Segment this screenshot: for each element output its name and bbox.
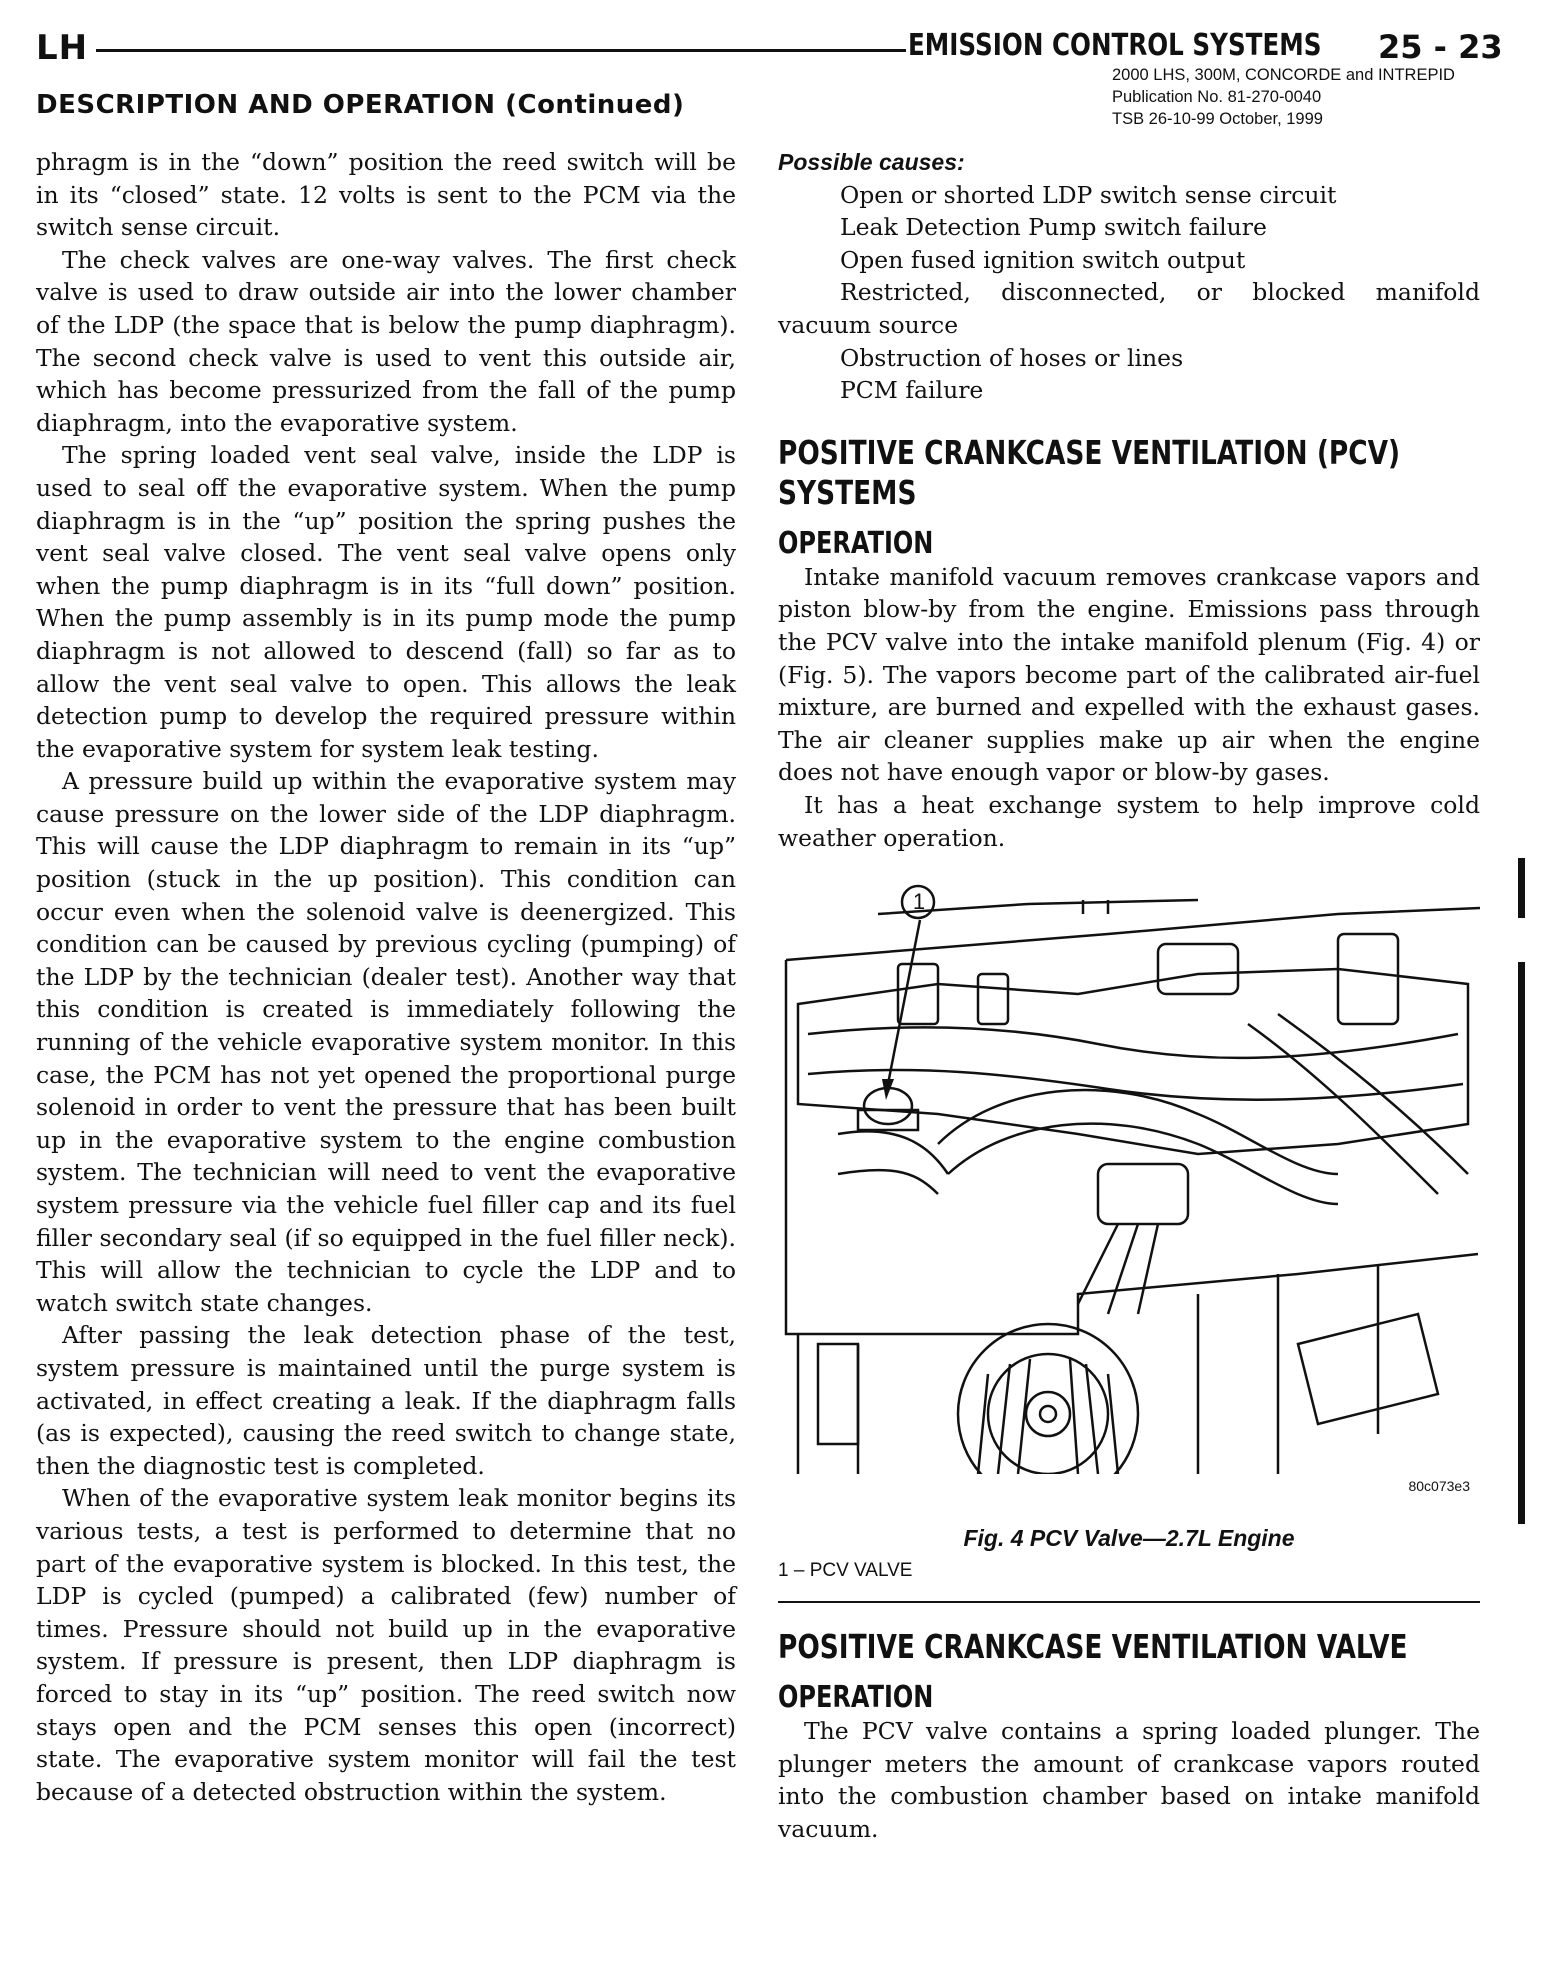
continued-heading: DESCRIPTION AND OPERATION (Continued) (36, 90, 685, 120)
cause-item: Open fused ignition switch output (840, 245, 1246, 274)
operation-heading: OPERATION (778, 525, 934, 561)
right-column (778, 146, 1480, 1846)
callout-number: 1 (912, 889, 926, 915)
engine-illustration (778, 874, 1480, 1474)
paragraph: The check valves are one-way valves. The first check valve is used to draw outside air into the lower chamber of the LDP (the space that is below the pump diaphragm). The second check valve is used to vent this outside air, which has become pressurized from the fall of the pump diaphragm, into the evaporative system. (36, 245, 736, 437)
header-rule (96, 49, 906, 52)
paragraph: The spring loaded vent seal valve, inside the LDP is used to seal off the evaporative system. When the pump diaphragm is in the “up” position the spring pushes the vent seal valve closed. The vent seal valve opens only when the pump diaphragm is in its “full down” position. When the pump assembly is in its pump mode the pump diaphragm is not allowed to descend (fall) so far as to allow the vent seal valve to open. This allows the leak detection pump to develop the required pressure within the evaporative system for system leak testing. (36, 441, 736, 763)
publication-line-3: TSB 26-10-99 October, 1999 (1112, 110, 1323, 128)
paragraph: phragm is in the “down” position the reed switch will be in its “closed” state. 12 volts is sent to the PCM via the switch sense circuit. (36, 148, 736, 242)
paragraph: After passing the leak detection phase of the test, system pressure is maintained until the purge system is activated, in effect creating a leak. If the diaphragm falls (as is expected), causing the reed switch to change state, then the diagnostic test is completed. (36, 1321, 736, 1480)
pcv-systems-heading: POSITIVE CRANKCASE VENTILATION (PCV) SYSTEMS (778, 432, 1401, 512)
change-bar (1518, 962, 1525, 1524)
paragraph: A pressure build up within the evaporative system may cause pressure on the lower side of the LDP diaphragm. This will cause the LDP diaphragm to remain in its “up” position (stuck in the up position). This condition can occur even when the solenoid valve is deenergized. This condition can be caused by previous cycling (pumping) of the LDP by the technician (dealer test). Another way that this condition is created is immediately following the running of the vehicle evaporative system monitor. In this case, the PCM has not yet opened the proportional purge solenoid in order to vent the pressure that has been built up in the evaporative system to the engine combustion system. The technician will need to vent the evaporative system pressure via the vehicle fuel filler cap and its fuel filler secondary seal (if so equipped in the fuel filler neck). This will allow the technician to cycle the LDP and to watch switch state changes. (36, 767, 736, 1317)
cause-item: Leak Detection Pump switch failure (840, 213, 1267, 242)
left-column (36, 146, 736, 1808)
page-number: 25 - 23 (1378, 28, 1503, 66)
cause-item: Open or shorted LDP switch sense circuit (840, 180, 1337, 209)
cause-item: Restricted, disconnected, or blocked manifold vacuum source (778, 278, 1480, 339)
figure-image-code: 80c073e3 (1408, 1477, 1470, 1494)
cause-item: Obstruction of hoses or lines (840, 343, 1184, 372)
paragraph: Intake manifold vacuum removes crankcase vapors and piston blow-by from the engine. Emissions pass through the PCV valve into the intake manifold plenum (Fig. 4) or (Fig. 5). The vapors become part of the calibrated air-fuel mixture, are burned and expelled with the exhaust gases. The air cleaner supplies make up air when the engine does not have enough vapor or blow-by gases. (778, 562, 1480, 787)
change-bar (1518, 858, 1525, 918)
cause-item: PCM failure (840, 376, 984, 405)
section-title: EMISSION CONTROL SYSTEMS (908, 28, 1322, 63)
operation-heading-2: OPERATION (778, 1680, 934, 1716)
paragraph: The PCV valve contains a spring loaded plunger. The plunger meters the amount of crankcase vapors routed into the combustion chamber based on intake manifold vacuum. (778, 1717, 1480, 1844)
paragraph: When of the evaporative system leak monitor begins its various tests, a test is performed to determine that no part of the evaporative system is blocked. In this test, the LDP is cycled (pumped) a calibrated (few) number of times. Pressure should not build up in the evaporative system. If pressure is present, then LDP diaphragm is forced to stay in its “up” position. The reed switch now stays open and the PCM senses this open (incorrect) state. The evaporative system monitor will fail the test because of a detected obstruction within the system. (36, 1484, 736, 1806)
header-side-label: LH (36, 28, 89, 68)
publication-line-2: Publication No. 81-270-0040 (1112, 88, 1322, 106)
figure-caption: Fig. 4 PCV Valve—2.7L Engine (963, 1525, 1295, 1552)
publication-line-1: 2000 LHS, 300M, CONCORDE and INTREPID (1112, 66, 1455, 84)
possible-causes-title: Possible causes: (778, 149, 965, 175)
publication-info (1112, 64, 1455, 130)
figure-pcv-valve (778, 874, 1480, 1494)
figure-legend: 1 – PCV VALVE (778, 1559, 913, 1581)
paragraph: It has a heat exchange system to help improve cold weather operation. (778, 790, 1480, 852)
pcv-valve-heading: POSITIVE CRANKCASE VENTILATION VALVE (778, 1627, 1408, 1667)
